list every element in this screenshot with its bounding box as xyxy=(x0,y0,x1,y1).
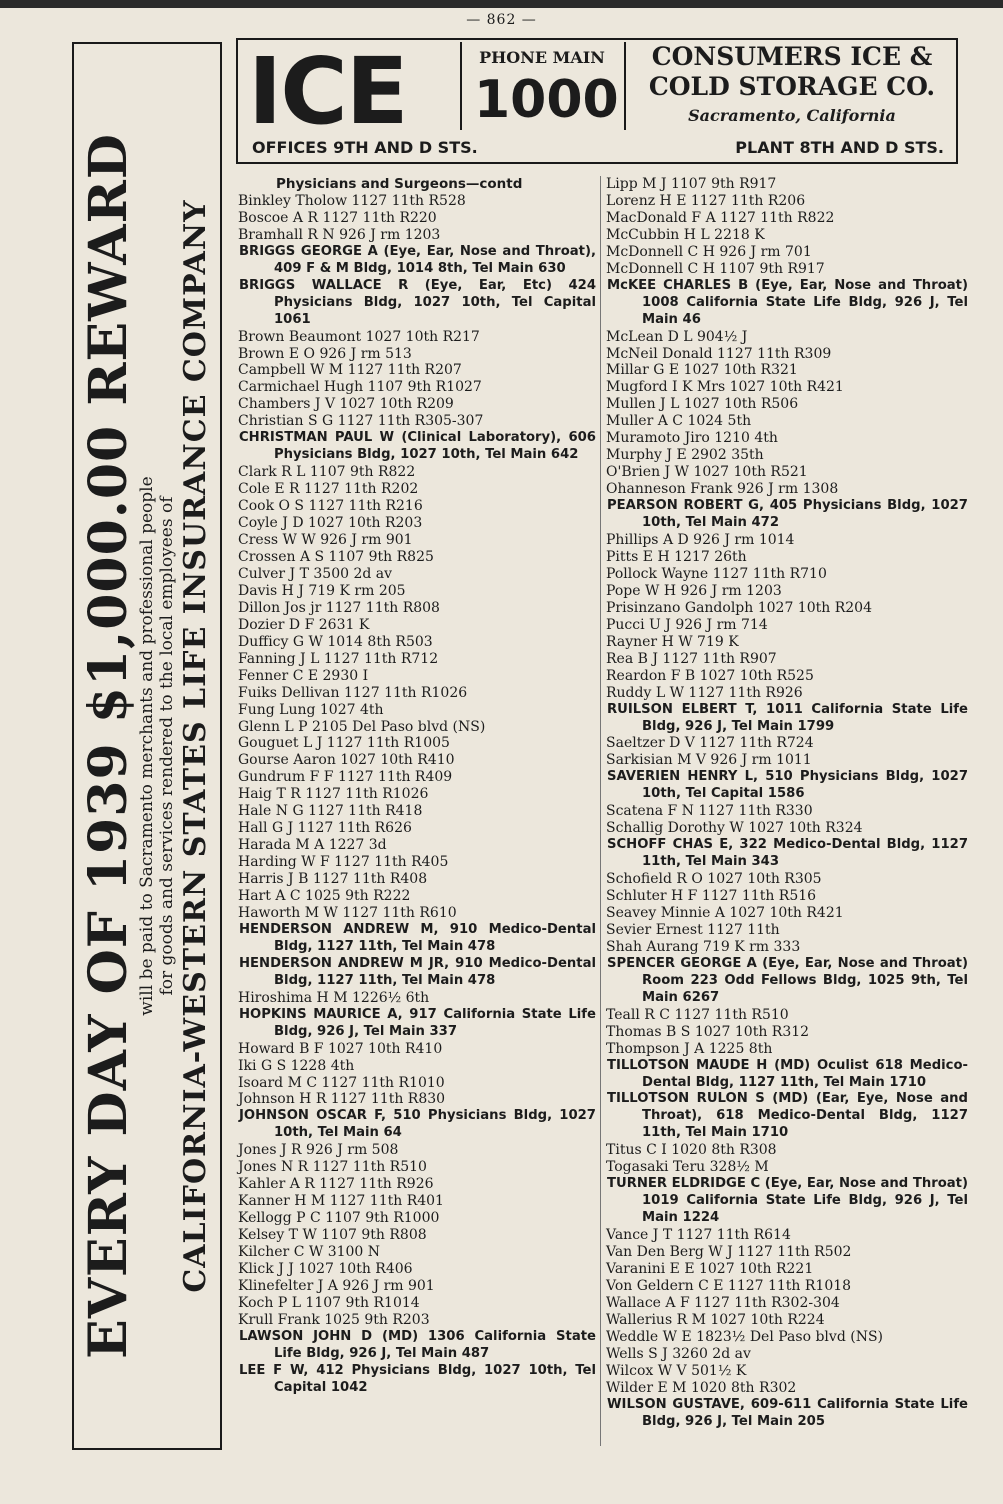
directory-entry: Cress W W 926 J rm 901 xyxy=(238,532,413,549)
directory-entry: RUILSON ELBERT T, 1011 California State Life Bldg, 926 J, Tel Main 1799 xyxy=(607,701,968,734)
directory-entry: Klick J J 1027 10th R406 xyxy=(238,1261,413,1277)
directory-entry: HENDERSON ANDREW M, 910 Medico-Dental Bldg, 1127 11th, Tel Main 478 xyxy=(239,921,596,954)
directory-list-right xyxy=(606,176,968,1431)
directory-entry: Hale N G 1127 11th R418 xyxy=(238,803,423,820)
directory-entry: Wallace A F 1127 11th R302-304 xyxy=(606,1294,840,1311)
directory-entry: SAVERIEN HENRY L, 510 Physicians Bldg, 1027 10th, Tel Capital 1586 xyxy=(607,769,968,802)
directory-entry: McDonnell C H 1107 9th R917 xyxy=(606,260,825,277)
side-advertisement xyxy=(72,42,222,1450)
directory-entry: Haworth M W 1127 11th R610 xyxy=(238,904,457,921)
directory-entry: TILLOTSON MAUDE H (MD) Oculist 618 Medico-Dental Bldg, 1127 11th, Tel Main 1710 xyxy=(607,1057,968,1090)
directory-entry: Fuiks Dellivan 1127 11th R1026 xyxy=(238,684,468,701)
directory-entry: Ohanneson Frank 926 J rm 1308 xyxy=(606,481,839,498)
directory-entry: Cole E R 1127 11th R202 xyxy=(238,481,419,498)
directory-entry: Prisinzano Gandolph 1027 10th R204 xyxy=(606,599,872,616)
ad-company-line-2: COLD STORAGE CO. xyxy=(648,72,936,101)
directory-entry: JOHNSON OSCAR F, 510 Physicians Bldg, 1027 10th, Tel Main 64 xyxy=(239,1108,596,1141)
directory-entry: Dillon Jos jr 1127 11th R808 xyxy=(238,599,440,616)
directory-entry: Weddle W E 1823½ Del Paso blvd (NS) xyxy=(606,1328,883,1345)
directory-entry: Thompson J A 1225 8th xyxy=(606,1040,773,1057)
directory-entry: Clark R L 1107 9th R822 xyxy=(238,464,416,481)
directory-entry: Klinefelter J A 926 J rm 901 xyxy=(238,1277,435,1294)
directory-entry: Harris J B 1127 11th R408 xyxy=(238,871,428,888)
directory-entry: Vance J T 1127 11th R614 xyxy=(606,1227,791,1244)
directory-entry: Johnson H R 1127 11th R830 xyxy=(238,1091,446,1108)
directory-entry: MacDonald F A 1127 11th R822 xyxy=(606,209,835,226)
directory-entry: Iki G S 1228 4th xyxy=(238,1057,355,1074)
directory-entry: Isoard M C 1127 11th R1010 xyxy=(238,1074,445,1091)
directory-entry: McNeil Donald 1127 11th R309 xyxy=(606,345,832,362)
directory-entry: Brown Beaumont 1027 10th R217 xyxy=(238,328,480,345)
directory-entry: Cook O S 1127 11th R216 xyxy=(238,498,423,515)
top-advertisement xyxy=(236,38,958,164)
directory-entry: Crossen A S 1107 9th R825 xyxy=(238,548,434,565)
directory-entry: Fenner C E 2930 I xyxy=(238,667,369,684)
directory-column-right xyxy=(606,176,968,1431)
directory-entry: Pope W H 926 J rm 1203 xyxy=(606,582,782,599)
directory-entry: Krull Frank 1025 9th R203 xyxy=(238,1311,430,1328)
directory-entry: Jones N R 1127 11th R510 xyxy=(238,1159,427,1176)
directory-entry: Harada M A 1227 3d xyxy=(238,837,387,854)
directory-entry: SPENCER GEORGE A (Eye, Ear, Nose and Throat) Room 223 Odd Fellows Bldg, 1025 9th, Tel Main 6267 xyxy=(607,955,968,1005)
directory-entry: Scatena F N 1127 11th R330 xyxy=(606,803,813,820)
directory-entry: Muller A C 1024 5th xyxy=(606,413,752,430)
directory-entry: Davis H J 719 K rm 205 xyxy=(238,582,406,599)
directory-entry: WILSON GUSTAVE, 609-611 California State Life Bldg, 926 J, Tel Main 205 xyxy=(607,1396,968,1429)
directory-entry: Gourse Aaron 1027 10th R410 xyxy=(238,752,455,769)
directory-entry: Millar G E 1027 10th R321 xyxy=(606,362,798,379)
directory-entry: Pucci U J 926 J rm 714 xyxy=(606,616,768,633)
directory-entry: Sevier Ernest 1127 11th xyxy=(606,921,780,938)
directory-entry: Schluter H F 1127 11th R516 xyxy=(606,888,817,905)
directory-entry: Christian S G 1127 11th R305-307 xyxy=(238,413,484,430)
directory-entry: McDonnell C H 926 J rm 701 xyxy=(606,243,812,260)
directory-entry: SCHOFF CHAS E, 322 Medico-Dental Bldg, 1127 11th, Tel Main 343 xyxy=(607,837,968,870)
directory-entry: Rayner H W 719 K xyxy=(606,633,739,650)
directory-column-left xyxy=(238,176,596,1397)
section-heading: Physicians and Surgeons—contd xyxy=(276,176,523,192)
directory-list-left xyxy=(238,193,596,1397)
directory-entry: Saeltzer D V 1127 11th R724 xyxy=(606,735,814,752)
directory-entry: Jones J R 926 J rm 508 xyxy=(238,1142,399,1159)
directory-entry: Ruddy L W 1127 11th R926 xyxy=(606,684,803,701)
directory-entry: Binkley Tholow 1127 11th R528 xyxy=(238,192,466,209)
directory-entry: Lorenz H E 1127 11th R206 xyxy=(606,192,806,209)
directory-entry: TURNER ELDRIDGE C (Eye, Ear, Nose and Throat) 1019 California State Life Bldg, 926 J, Tel Main 1224 xyxy=(607,1176,968,1226)
phone-number: 1000 xyxy=(474,70,619,130)
directory-entry: HOPKINS MAURICE A, 917 California State Life Bldg, 926 J, Tel Main 337 xyxy=(239,1006,596,1039)
directory-entry: Schofield R O 1027 10th R305 xyxy=(606,871,822,888)
directory-entry: McCubbin H L 2218 K xyxy=(606,226,765,243)
ad-offices-address: OFFICES 9TH AND D STS. xyxy=(252,138,478,157)
directory-entry: Boscoe A R 1127 11th R220 xyxy=(238,209,437,226)
directory-entry: TILLOTSON RULON S (MD) (Ear, Eye, Nose and Throat), 618 Medico-Dental Bldg, 1127 11th, Tel Main 1710 xyxy=(607,1091,968,1141)
directory-entry: Brown E O 926 J rm 513 xyxy=(238,345,412,362)
directory-entry: HENDERSON ANDREW M JR, 910 Medico-Dental Bldg, 1127 11th, Tel Main 478 xyxy=(239,955,596,988)
directory-entry: Reardon F B 1027 10th R525 xyxy=(606,667,814,684)
directory-entry: BRIGGS WALLACE R (Eye, Ear, Etc) 424 Physicians Bldg, 1027 10th, Tel Capital 1061 xyxy=(239,277,596,327)
phone-label: PHONE MAIN xyxy=(479,48,605,67)
directory-entry: Varanini E E 1027 10th R221 xyxy=(606,1261,814,1277)
directory-entry: CHRISTMAN PAUL W (Clinical Laboratory), 606 Physicians Bldg, 1027 10th, Tel Main 642 xyxy=(239,430,596,463)
side-advertisement-content xyxy=(74,46,220,1446)
directory-entry: O'Brien J W 1027 10th R521 xyxy=(606,464,808,481)
directory-entry: Phillips A D 926 J rm 1014 xyxy=(606,532,795,549)
directory-entry: LAWSON JOHN D (MD) 1306 California State Life Bldg, 926 J, Tel Main 487 xyxy=(239,1328,596,1361)
directory-entry: Haig T R 1127 11th R1026 xyxy=(238,786,429,803)
directory-entry: BRIGGS GEORGE A (Eye, Ear, Nose and Throat), 409 F & M Bldg, 1014 8th, Tel Main 630 xyxy=(239,243,596,276)
directory-entry: McKEE CHARLES B (Eye, Ear, Nose and Throat) 1008 California State Life Bldg, 926 J, Tel Main 46 xyxy=(607,277,968,327)
directory-entry: Kellogg P C 1107 9th R1000 xyxy=(238,1210,440,1227)
directory-entry: Titus C I 1020 8th R308 xyxy=(606,1142,777,1159)
column-divider xyxy=(600,176,601,1446)
ad-plant-address: PLANT 8TH AND D STS. xyxy=(735,138,944,157)
directory-entry: Gundrum F F 1127 11th R409 xyxy=(238,769,453,786)
directory-entry: Fanning J L 1127 11th R712 xyxy=(238,650,439,667)
directory-entry: Wells S J 3260 2d av xyxy=(606,1345,751,1362)
directory-entry: PEARSON ROBERT G, 405 Physicians Bldg, 1027 10th, Tel Main 472 xyxy=(607,498,968,531)
directory-entry: Gouguet L J 1127 11th R1005 xyxy=(238,735,450,752)
ad-company-line-1: CONSUMERS ICE & xyxy=(651,42,933,71)
directory-entry: Dozier D F 2631 K xyxy=(238,616,370,633)
page-number: — 862 — xyxy=(466,12,537,28)
side-ad-headline: EVERY DAY OF 1939 $1,000.00 REWARD xyxy=(78,133,139,1359)
directory-entry: Hall G J 1127 11th R626 xyxy=(238,820,412,837)
directory-entry: Murphy J E 2902 35th xyxy=(606,447,764,464)
directory-entry: Kanner H M 1127 11th R401 xyxy=(238,1193,444,1210)
directory-entry: Dufficy G W 1014 8th R503 xyxy=(238,633,433,650)
directory-entry: Shah Aurang 719 K rm 333 xyxy=(606,938,801,955)
directory-entry: Glenn L P 2105 Del Paso blvd (NS) xyxy=(238,718,486,735)
directory-entry: Wilder E M 1020 8th R302 xyxy=(606,1379,797,1396)
directory-entry: Campbell W M 1127 11th R207 xyxy=(238,362,462,379)
directory-entry: Sarkisian M V 926 J rm 1011 xyxy=(606,752,812,769)
side-ad-company: CALIFORNIA-WESTERN STATES LIFE INSURANCE COMPANY xyxy=(178,199,213,1293)
directory-entry: Wilcox W V 501½ K xyxy=(606,1362,747,1379)
ad-divider-left xyxy=(460,42,462,130)
ad-city: Sacramento, California xyxy=(688,106,896,125)
side-ad-line-1: will be paid to Sacramento merchants and professional people xyxy=(137,476,157,1016)
directory-entry: Seavey Minnie A 1027 10th R421 xyxy=(606,904,844,921)
directory-entry: Fung Lung 1027 4th xyxy=(238,701,384,718)
directory-entry: Howard B F 1027 10th R410 xyxy=(238,1040,443,1057)
directory-entry: Mullen J L 1027 10th R506 xyxy=(606,396,799,413)
directory-entry: Koch P L 1107 9th R1014 xyxy=(238,1294,420,1311)
directory-entry: Hart A C 1025 9th R222 xyxy=(238,888,411,905)
directory-entry: Teall R C 1127 11th R510 xyxy=(606,1006,789,1023)
directory-entry: Thomas B S 1027 10th R312 xyxy=(606,1023,810,1040)
directory-entry: Kilcher C W 3100 N xyxy=(238,1244,381,1261)
directory-entry: LEE F W, 412 Physicians Bldg, 1027 10th, Tel Capital 1042 xyxy=(239,1362,596,1395)
directory-entry: Bramhall R N 926 J rm 1203 xyxy=(238,226,441,243)
directory-entry: Von Geldern C E 1127 11th R1018 xyxy=(606,1277,852,1294)
ice-wordmark: ICE xyxy=(248,38,407,145)
directory-entry: Pollock Wayne 1127 11th R710 xyxy=(606,565,827,582)
directory-entry: Coyle J D 1027 10th R203 xyxy=(238,515,423,532)
directory-entry: Mugford I K Mrs 1027 10th R421 xyxy=(606,379,844,396)
directory-entry: McLean D L 904½ J xyxy=(606,328,748,345)
directory-entry: Hiroshima H M 1226½ 6th xyxy=(238,989,430,1006)
directory-entry: Pitts E H 1217 26th xyxy=(606,548,747,565)
directory-entry: Kahler A R 1127 11th R926 xyxy=(238,1176,434,1193)
directory-entry: Schallig Dorothy W 1027 10th R324 xyxy=(606,820,863,837)
directory-entry: Carmichael Hugh 1107 9th R1027 xyxy=(238,379,482,396)
directory-entry: Chambers J V 1027 10th R209 xyxy=(238,396,454,413)
top-edge-bar xyxy=(0,0,1003,8)
side-ad-line-2: for goods and services rendered to the local employees of xyxy=(157,496,177,996)
directory-entry: Culver J T 3500 2d av xyxy=(238,565,393,582)
ad-divider-right xyxy=(624,42,626,130)
directory-entry: Togasaki Teru 328½ M xyxy=(606,1159,769,1176)
directory-entry: Lipp M J 1107 9th R917 xyxy=(606,176,777,192)
directory-entry: Van Den Berg W J 1127 11th R502 xyxy=(606,1244,852,1261)
directory-entry: Rea B J 1127 11th R907 xyxy=(606,650,777,667)
directory-entry: Harding W F 1127 11th R405 xyxy=(238,854,449,871)
directory-entry: Kelsey T W 1107 9th R808 xyxy=(238,1227,427,1244)
directory-entry: Muramoto Jiro 1210 4th xyxy=(606,430,778,447)
directory-entry: Wallerius R M 1027 10th R224 xyxy=(606,1311,825,1328)
